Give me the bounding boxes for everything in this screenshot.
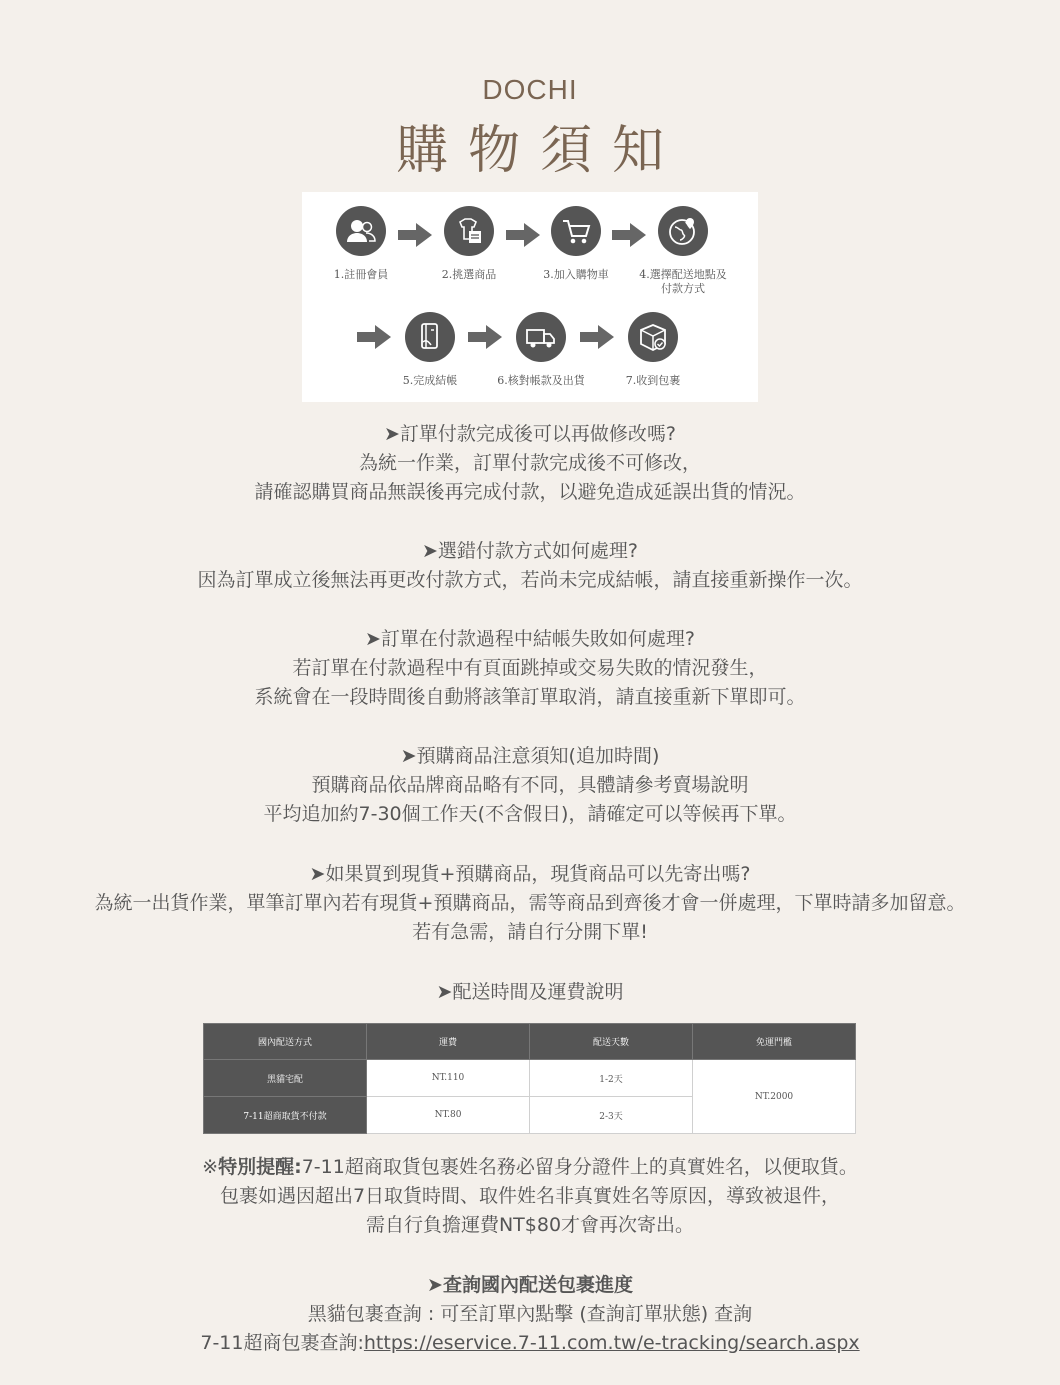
faq-question: ➤預購商品注意須知(追加時間)	[400, 745, 660, 767]
shipping-days-cell: 2-3天	[530, 1097, 693, 1134]
faq-question: ➤如果買到現貨+預購商品，現貨商品可以先寄出嗎?	[309, 863, 751, 885]
brand-name: DOCHI	[482, 74, 578, 105]
table-header-fee: 運費	[367, 1024, 530, 1060]
arrow-right-icon	[506, 223, 540, 247]
arrow-right-icon	[468, 325, 502, 349]
globe-location-icon	[658, 206, 708, 256]
shipping-method-cell: 7-11超商取貨不付款	[204, 1097, 367, 1134]
credit-card-icon	[405, 312, 455, 362]
notice-label: 特別提醒:	[218, 1156, 302, 1178]
faq-answer-line: 系統會在一段時間後自動將該筆訂單取消，請直接重新下單即可。	[254, 686, 806, 708]
faq-answer-line: 若訂單在付款過程中有頁面跳掉或交易失敗的情況發生，	[292, 657, 768, 679]
faq-answer-line: 預購商品依品牌商品略有不同，具體請參考賣場說明	[311, 774, 749, 796]
faq-mixed-order	[0, 860, 1060, 947]
shipping-fee-cell: NT.80	[367, 1097, 530, 1134]
step-label-verify-ship: 6.核對帳款及出貨	[497, 374, 585, 387]
faq-answer-line: 若有急需，請自行分開下單!	[412, 921, 648, 943]
special-notice	[0, 1153, 1060, 1240]
faq-question: ➤選錯付款方式如何處理?	[421, 540, 638, 562]
package-box-icon	[628, 312, 678, 362]
faq-question: ➤訂單付款完成後可以再做修改嗎?	[383, 423, 676, 445]
faq-question: ➤訂單在付款過程中結帳失敗如何處理?	[364, 628, 695, 650]
arrow-right-icon	[357, 325, 391, 349]
faq-modify-order	[0, 420, 1060, 507]
step-label-delivery-payment: 4.選擇配送地點及 付款方式	[639, 268, 727, 295]
free-threshold-cell: NT.2000	[693, 1060, 856, 1134]
faq-answer-line: 為統一出貨作業，單筆訂單內若有現貨+預購商品，需等商品到齊後才會一併處理，下單時請多加留意。	[94, 892, 966, 914]
shipping-table	[203, 1023, 856, 1134]
tracking-section	[0, 1271, 1060, 1358]
shopping-steps-card	[302, 192, 758, 402]
shipping-days-cell: 1-2天	[530, 1060, 693, 1097]
shipping-method-cell: 黑貓宅配	[204, 1060, 367, 1097]
faq-checkout-failed	[0, 625, 1060, 712]
notice-line	[0, 1153, 1060, 1182]
notice-prefix: ※	[202, 1156, 219, 1178]
notice-line: 包裹如遇因超出7日取貨時間、取件姓名非真實姓名等原因，導致被退件，	[219, 1185, 841, 1207]
faq-answer-line: 平均追加約7-30個工作天(不含假日)，請確定可以等候再下單。	[263, 803, 797, 825]
step-label-checkout: 5.完成結帳	[402, 374, 458, 387]
step-label-add-to-cart: 3.加入購物車	[543, 268, 609, 281]
faq-preorder-notes	[0, 742, 1060, 829]
faq-wrong-payment	[0, 537, 1060, 595]
user-group-icon	[336, 206, 386, 256]
table-header-days: 配送天數	[530, 1024, 693, 1060]
shipping-title: ➤配送時間及運費說明	[436, 981, 624, 1003]
table-row	[204, 1060, 856, 1097]
arrow-right-icon	[398, 223, 432, 247]
delivery-truck-icon	[516, 312, 566, 362]
shopping-item-icon	[444, 206, 494, 256]
table-header-method: 國內配送方式	[204, 1024, 367, 1060]
seven-eleven-tracking-link[interactable]: https://eservice.7-11.com.tw/e-tracking/search.aspx	[363, 1332, 860, 1354]
notice-text: 7-11超商取貨包裹姓名務必留身分證件上的真實姓名，以便取貨。	[301, 1156, 858, 1178]
arrow-right-icon	[580, 325, 614, 349]
table-header-row	[204, 1024, 856, 1060]
arrow-right-icon	[612, 223, 646, 247]
black-cat-tracking-text: 黑貓包裹查詢 : 可至訂單內點擊 (查詢訂單狀態) 查詢	[307, 1303, 753, 1325]
seven-eleven-tracking-line	[0, 1329, 1060, 1358]
step-label-choose-product: 2.挑選商品	[441, 268, 497, 281]
faq-answer-line: 因為訂單成立後無法再更改付款方式，若尚未完成結帳，請直接重新操作一次。	[197, 569, 863, 591]
shopping-cart-icon	[551, 206, 601, 256]
seven-eleven-tracking-label: 7-11超商包裹查詢:	[200, 1332, 364, 1354]
faq-answer-line: 為統一作業，訂單付款完成後不可修改，	[358, 452, 701, 474]
faq-answer-line: 請確認購買商品無誤後再完成付款，以避免造成延誤出貨的情況。	[254, 481, 806, 503]
table-header-free-threshold: 免運門檻	[693, 1024, 856, 1060]
shipping-heading	[0, 978, 1060, 1007]
step-label-receive: 7.收到包裹	[625, 374, 681, 387]
step-label-register: 1.註冊會員	[333, 268, 389, 281]
tracking-heading: ➤查詢國內配送包裹進度	[427, 1274, 633, 1296]
shipping-fee-cell: NT.110	[367, 1060, 530, 1097]
page-title: 購物須知	[395, 121, 684, 181]
notice-line: 需自行負擔運費NT$80才會再次寄出。	[365, 1214, 695, 1236]
